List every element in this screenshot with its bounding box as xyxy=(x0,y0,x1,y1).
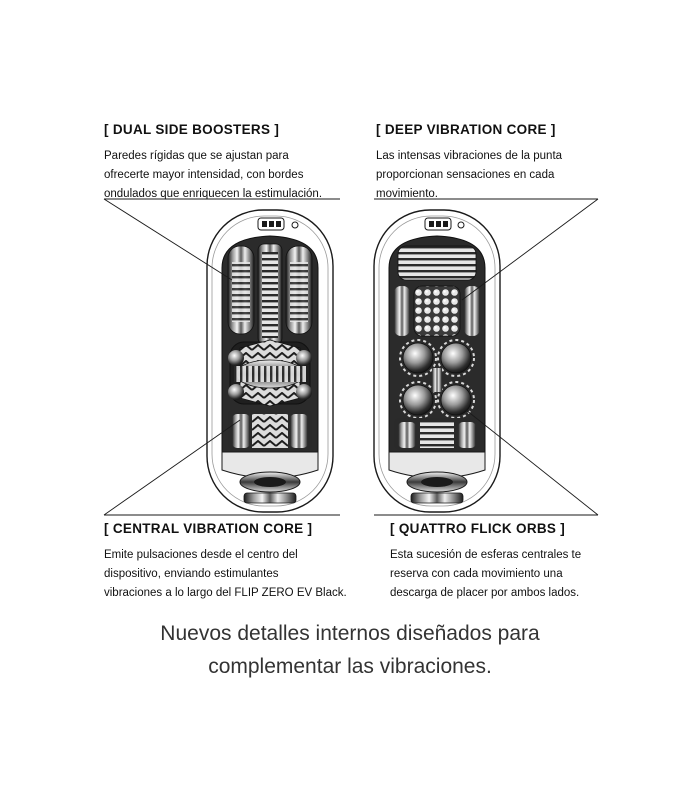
callout-title: [ QUATTRO FLICK ORBS ] xyxy=(390,521,566,536)
left-device-illustration xyxy=(207,210,333,512)
callout-title: [ CENTRAL VIBRATION CORE ] xyxy=(104,521,313,536)
caption-line-1: Nuevos detalles internos diseñados para xyxy=(160,622,540,645)
caption-line-2: complementar las vibraciones. xyxy=(208,655,492,678)
leader-lines xyxy=(104,199,598,515)
callout-dual-side-boosters xyxy=(104,122,344,204)
callout-central-vibration-core xyxy=(104,521,354,603)
callout-quattro-flick-orbs xyxy=(390,521,600,603)
callout-description: Emite pulsaciones desde el centro del dispositivo, enviando estimulantes vibraciones a lo largo del FLIP ZERO EV Black. xyxy=(104,549,347,599)
callout-description: Las intensas vibraciones de la punta proporcionan sensaciones en cada movimiento. xyxy=(376,150,563,200)
callout-title: [ DEEP VIBRATION CORE ] xyxy=(376,122,556,137)
bottom-caption xyxy=(0,617,700,683)
callout-description: Esta sucesión de esferas centrales te reserva con cada movimiento una descarga de placer por ambos lados. xyxy=(390,549,582,599)
callout-deep-vibration-core xyxy=(376,122,596,204)
right-device-illustration xyxy=(374,210,500,512)
callout-description: Paredes rígidas que se ajustan para ofrecerte mayor intensidad, con bordes ondulados que enriquecen la estimulación. xyxy=(104,150,323,200)
callout-title: [ DUAL SIDE BOOSTERS ] xyxy=(104,122,280,137)
